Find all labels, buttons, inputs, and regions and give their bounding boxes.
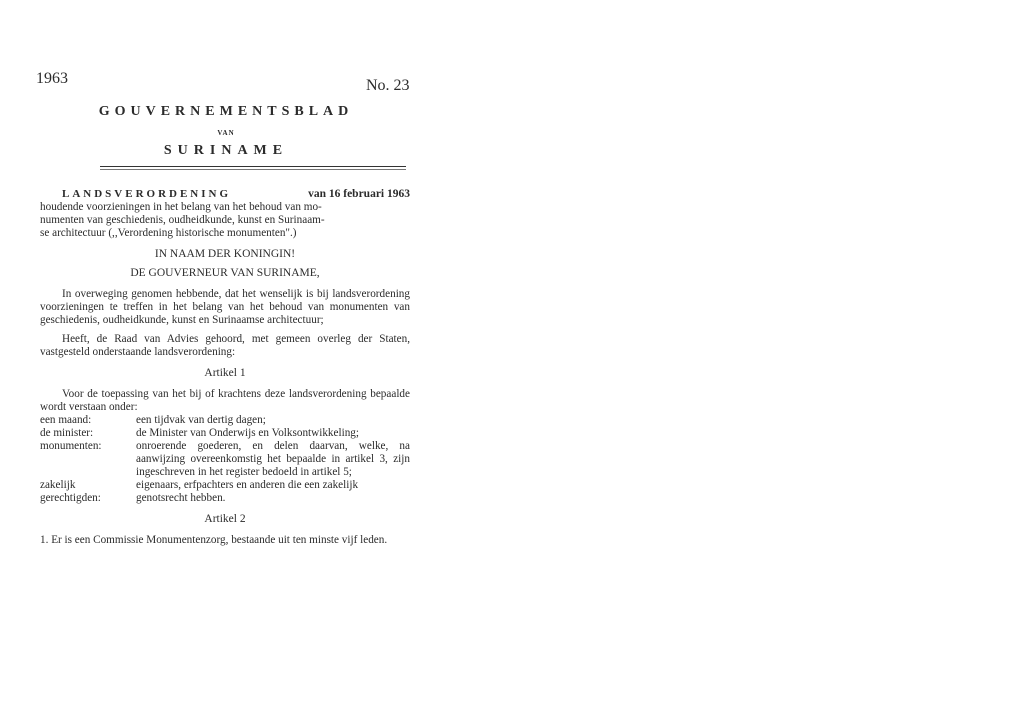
publication-number: No. 23 <box>366 77 410 94</box>
definitions-list <box>40 414 410 505</box>
subject-line: se architectuur (,,Verordening historische monumenten".) <box>40 227 297 239</box>
ordinance-date: van 16 februari 1963 <box>308 188 410 200</box>
publication-year: 1963 <box>36 70 68 87</box>
masthead-country: SURINAME <box>163 143 289 158</box>
subject-line: numenten van geschiedenis, oudheidkunde, kunst en Surinaam- <box>40 214 325 226</box>
definition-term: een maand: <box>40 414 92 426</box>
masthead-van: VAN <box>217 129 235 137</box>
definition-text: de Minister van Onderwijs en Volksontwikkeling; <box>136 427 360 439</box>
heading-koningin: IN NAAM DER KONINGIN! <box>154 248 296 260</box>
header-rule <box>100 166 406 167</box>
definition-text: eigenaars, erfpachters en anderen die een zakelijk genotsrecht hebben. <box>136 479 359 504</box>
definition-term: zakelijk gerechtigden: <box>40 479 101 504</box>
header-rule-secondary <box>100 169 406 170</box>
ordinance-title <box>40 188 410 201</box>
definition-term: de minister: <box>40 427 94 439</box>
masthead-title: GOUVERNEMENTSBLAD <box>98 104 354 119</box>
definition-text: onroerende goederen, en delen daarvan, welke, na aanwijzing overeenkomstig het bepaalde in artikel 3, zijn ingeschreven in het register bedoeld in artikel 5; <box>136 440 410 478</box>
definition-term: monumenten: <box>40 440 102 452</box>
heading-gouverneur: DE GOUVERNEUR VAN SURINAME, <box>130 267 320 279</box>
subject-line: houdende voorzieningen in het belang van het behoud van mo- <box>40 201 322 213</box>
ordinance-subject <box>40 201 410 240</box>
document-body <box>40 188 410 547</box>
ordinance-type: LANDSVERORDENING <box>62 188 232 200</box>
artikel-1-heading: Artikel 1 <box>204 367 246 379</box>
preamble-paragraph: In overweging genomen hebbende, dat het wenselijk is bij landsverordening voorzieningen te treffen in het belang van het behoud van monumenten van geschiedenis, oudheidkunde, kunst en Surinaamse architectuur; <box>40 288 410 326</box>
preamble-paragraph: Heeft, de Raad van Advies gehoord, met gemeen overleg der Staten, vastgesteld onderstaande landsverordening: <box>40 333 410 358</box>
artikel-1-intro: Voor de toepassing van het bij of krachtens deze landsverordening bepaalde wordt verstaan onder: <box>40 388 410 413</box>
artikel-2-heading: Artikel 2 <box>204 513 246 525</box>
artikel-2-paragraph: 1. Er is een Commissie Monumentenzorg, bestaande uit ten minste vijf leden. <box>40 534 388 546</box>
definition-text: een tijdvak van dertig dagen; <box>136 414 266 426</box>
